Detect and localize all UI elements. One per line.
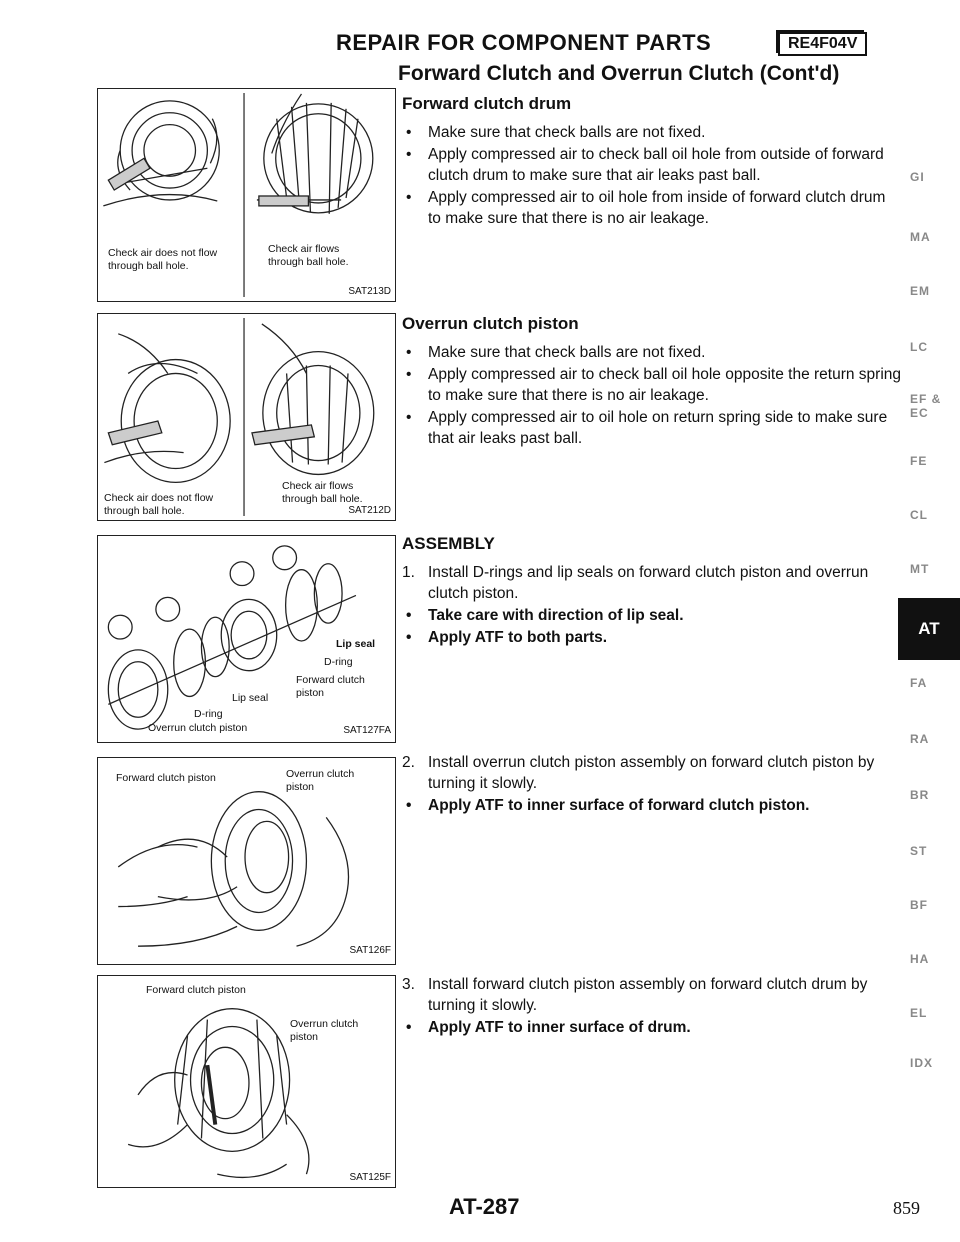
index-tab-fa[interactable]: FA <box>910 676 928 690</box>
label-overrun-clutch-piston: Overrun clutch piston <box>286 768 355 793</box>
model-badge: RE4F04V <box>778 32 867 56</box>
bullet: • Make sure that check balls are not fixed. <box>402 122 902 143</box>
section-heading: Overrun clutch piston <box>402 314 579 333</box>
section-subtitle: Forward Clutch and Overrun Clutch (Cont'd) <box>398 62 840 85</box>
figure-code: SAT126F <box>349 945 391 956</box>
index-tab-at-active[interactable]: AT <box>898 598 960 660</box>
figure-code: SAT213D <box>348 286 391 297</box>
label-d-ring: D-ring <box>324 656 353 668</box>
label-lip-seal: Lip seal <box>336 638 376 650</box>
index-tab-br[interactable]: BR <box>910 788 930 802</box>
index-tab-em[interactable]: EM <box>910 284 930 298</box>
forward-install-illustration <box>98 976 395 1187</box>
figure-code: SAT125F <box>349 1172 391 1183</box>
index-tab-cl[interactable]: CL <box>910 508 928 522</box>
index-tab-ra[interactable]: RA <box>910 732 930 746</box>
bullet: • Apply ATF to inner surface of forward clutch piston. <box>402 795 902 816</box>
index-tab-el[interactable]: EL <box>910 1006 928 1020</box>
index-tab-ha[interactable]: HA <box>910 952 930 966</box>
page-header <box>0 30 960 60</box>
section-heading: Forward clutch drum <box>402 94 572 113</box>
figure-drum-check <box>97 88 396 302</box>
index-tab-fe[interactable]: FE <box>910 454 928 468</box>
bullet: • Apply compressed air to check ball oil hole opposite the return spring to make sure that there is no air leakage. <box>402 364 902 406</box>
step-2: 2. Install overrun clutch piston assembly on forward clutch piston by turning it slowly. <box>402 754 875 792</box>
bullet: • Apply ATF to both parts. <box>402 627 902 648</box>
figure-code: SAT212D <box>348 505 391 516</box>
index-tab-st[interactable]: ST <box>910 844 928 858</box>
figure-piston-check <box>97 313 396 521</box>
label-forward-clutch-piston: Forward clutch piston <box>146 984 246 996</box>
section-overrun-clutch-piston <box>402 314 902 450</box>
section-heading: ASSEMBLY <box>402 534 495 553</box>
label-d-ring: D-ring <box>194 708 223 720</box>
page-number: 859 <box>893 1198 920 1218</box>
figure-overrun-install <box>97 757 396 965</box>
figure-code: SAT127FA <box>343 725 391 736</box>
section-forward-clutch-drum <box>402 94 902 230</box>
figure-seal-assembly <box>97 535 396 743</box>
label-forward-clutch-piston: Forward clutch piston <box>296 674 365 699</box>
caption-no-air-flow: Check air does not flow through ball hole. <box>108 247 218 272</box>
section-step-3 <box>402 974 902 1039</box>
figure-forward-install <box>97 975 396 1188</box>
index-tab-ef-ec[interactable]: EF & EC <box>910 392 942 420</box>
bullet: • Apply compressed air to oil hole on return spring side to make sure that air leaks past ball. <box>402 407 902 449</box>
index-tab-bf[interactable]: BF <box>910 898 928 912</box>
header-title: REPAIR FOR COMPONENT PARTS <box>336 30 712 55</box>
bullet: • Apply compressed air to check ball oil hole from outside of forward clutch drum to make sure that air leaks past ball. <box>402 144 902 186</box>
label-overrun-clutch-piston: Overrun clutch piston <box>290 1018 359 1043</box>
bullet: • Apply ATF to inner surface of drum. <box>402 1017 902 1038</box>
bullet: • Make sure that check balls are not fixed. <box>402 342 902 363</box>
label-forward-clutch-piston: Forward clutch piston <box>116 772 216 784</box>
label-lip-seal: Lip seal <box>232 692 269 704</box>
label-overrun-clutch-piston: Overrun clutch piston <box>148 722 248 734</box>
bullet: • Take care with direction of lip seal. <box>402 605 902 626</box>
index-tab-mt[interactable]: MT <box>910 562 930 576</box>
step-3: 3. Install forward clutch piston assembly on forward clutch drum by turning it slowly. <box>402 976 868 1014</box>
index-tab-idx[interactable]: IDX <box>910 1056 934 1070</box>
caption-no-air-flow: Check air does not flow through ball hole. <box>104 492 214 517</box>
bullet: • Apply compressed air to oil hole from inside of forward clutch drum to make sure that there is no air leakage. <box>402 187 902 229</box>
step-1: 1. Install D-rings and lip seals on forward clutch piston and overrun clutch piston. <box>402 564 869 602</box>
index-tab-lc[interactable]: LC <box>910 340 928 354</box>
footer-section-code: AT-287 <box>449 1194 520 1219</box>
index-tab-gi[interactable]: GI <box>910 170 925 184</box>
section-step-2 <box>402 752 902 817</box>
caption-air-flow: Check air flows through ball hole. <box>268 243 349 268</box>
index-tab-ma[interactable]: MA <box>910 230 931 244</box>
caption-air-flow: Check air flows through ball hole. <box>282 480 363 505</box>
section-assembly <box>402 534 902 649</box>
